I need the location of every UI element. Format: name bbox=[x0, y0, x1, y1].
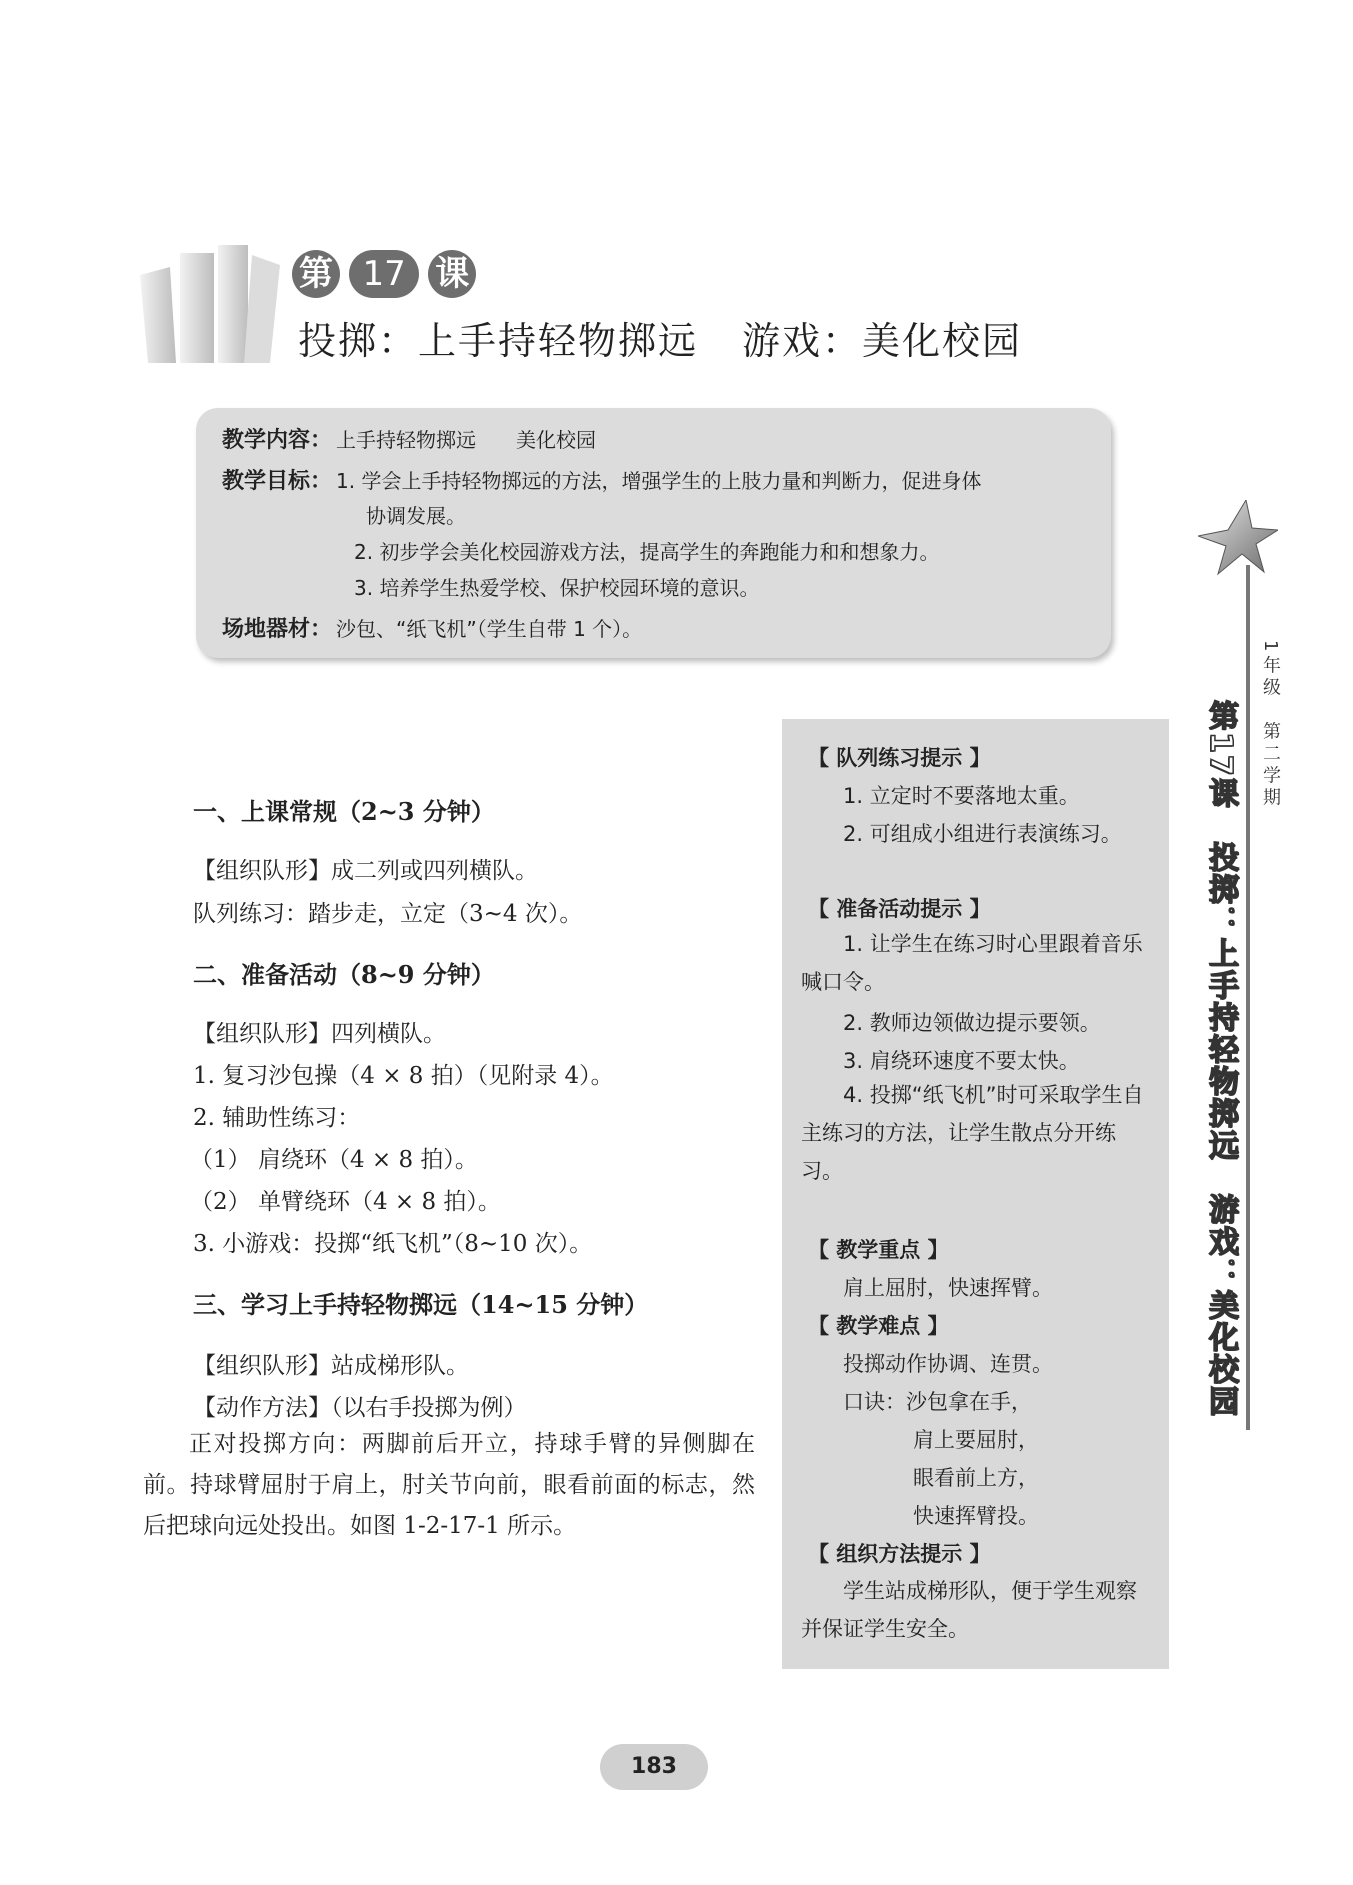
lesson-number-row bbox=[292, 250, 480, 302]
section-2-title: 二、准备活动（8~9 分钟） bbox=[193, 960, 495, 989]
lesson-number: 17 bbox=[349, 250, 419, 298]
content-value: 上手持轻物掷远 美化校园 bbox=[336, 428, 597, 452]
tip-difficulty-line-1: 投掷动作协调、连贯。 bbox=[843, 1352, 1053, 1376]
tip-difficulty-line-4: 眼看前上方， bbox=[913, 1466, 1039, 1490]
books-illustration bbox=[140, 245, 300, 365]
equipment bbox=[222, 612, 642, 643]
tip-queue-line-2: 2. 可组成小组进行表演练习。 bbox=[843, 822, 1122, 846]
tip-warmup-line-3: 3. 肩绕环速度不要太快。 bbox=[843, 1049, 1080, 1073]
section-3-line-2: 【动作方法】（以右手投掷为例） bbox=[193, 1395, 527, 1421]
goal-1b: 协调发展。 bbox=[366, 504, 466, 528]
tip-warmup-heading: 【 准备活动提示 】 bbox=[808, 897, 991, 921]
tip-organize-para: 学生站成梯形队，便于学生观察并保证学生安全。 bbox=[801, 1579, 1137, 1641]
tip-organize-heading: 【 组织方法提示 】 bbox=[808, 1542, 991, 1566]
section-2-line-1: 【组织队形】四列横队。 bbox=[193, 1021, 446, 1047]
tip-difficulty-line-5: 快速挥臂投。 bbox=[913, 1504, 1039, 1528]
tip-keypoint-line-1: 肩上屈肘，快速挥臂。 bbox=[843, 1276, 1053, 1300]
lesson-suffix: 课 bbox=[428, 250, 476, 298]
teaching-content bbox=[222, 423, 596, 454]
page-number: 183 bbox=[600, 1744, 708, 1790]
tip-difficulty-line-3: 肩上要屈肘， bbox=[913, 1428, 1039, 1452]
teaching-goals bbox=[222, 464, 981, 495]
section-2-line-3: 2. 辅助性练习： bbox=[193, 1105, 361, 1131]
section-1-line-1: 【组织队形】成二列或四列横队。 bbox=[193, 858, 538, 884]
tip-queue-heading: 【 队列练习提示 】 bbox=[808, 746, 991, 770]
star-icon bbox=[1198, 500, 1278, 578]
equip-value: 沙包、“纸飞机”（学生自带 1 个）。 bbox=[336, 617, 643, 641]
equip-label: 场地器材： bbox=[222, 617, 333, 642]
section-2-line-6: 3. 小游戏：投掷“纸飞机”（8~10 次）。 bbox=[193, 1231, 593, 1257]
tip-queue-line-1: 1. 立定时不要落地太重。 bbox=[843, 784, 1080, 808]
goal-label: 教学目标： bbox=[222, 469, 333, 494]
side-lesson-title: 第17课 投掷：上手持轻物掷远 游戏：美化校园 bbox=[1203, 700, 1238, 1418]
title-part-2: 游戏：美化校园 bbox=[742, 319, 1023, 363]
goal-1a: 1. 学会上手持轻物掷远的方法，增强学生的上肢力量和判断力，促进身体 bbox=[336, 469, 982, 493]
grade-semester-label: 1年级 第二学期 bbox=[1260, 640, 1281, 810]
section-2-line-2: 1. 复习沙包操（4 × 8 拍）（见附录 4）。 bbox=[193, 1063, 614, 1089]
tip-difficulty-line-2: 口诀：沙包拿在手， bbox=[843, 1390, 1032, 1414]
side-divider bbox=[1246, 565, 1250, 1430]
section-1-line-2: 队列练习：踏步走，立定（3~4 次）。 bbox=[193, 901, 583, 927]
page-title bbox=[298, 310, 1022, 365]
goal-2: 2. 初步学会美化校园游戏方法，提高学生的奔跑能力和和想象力。 bbox=[354, 540, 940, 564]
section-2-line-4: （1） 肩绕环（4 × 8 拍）。 bbox=[190, 1147, 478, 1173]
tip-difficulty-heading: 【 教学难点 】 bbox=[808, 1314, 949, 1338]
goal-3: 3. 培养学生热爱学校、保护校园环境的意识。 bbox=[354, 576, 760, 600]
section-3-title: 三、学习上手持轻物掷远（14~15 分钟） bbox=[193, 1290, 649, 1319]
tip-warmup-line-2: 2. 教师边领做边提示要领。 bbox=[843, 1011, 1101, 1035]
tip-warmup-para-1: 1. 让学生在练习时心里跟着音乐喊口令。 bbox=[801, 932, 1143, 994]
section-2-line-5: （2） 单臂绕环（4 × 8 拍）。 bbox=[190, 1189, 501, 1215]
content-label: 教学内容： bbox=[222, 428, 333, 453]
tip-keypoint-heading: 【 教学重点 】 bbox=[808, 1238, 949, 1262]
section-3-paragraph: 正对投掷方向：两脚前后开立，持球手臂的异侧脚在前。持球臂屈肘于肩上，肘关节向前，眼看前面的标志，然后把球向远处投出。如图 1-2-17-1 所示。 bbox=[143, 1431, 755, 1539]
section-1-title: 一、上课常规（2~3 分钟） bbox=[193, 797, 495, 826]
title-part-1: 投掷：上手持轻物掷远 bbox=[298, 319, 699, 363]
section-3-line-1: 【组织队形】站成梯形队。 bbox=[193, 1353, 469, 1379]
tip-warmup-para-4: 4. 投掷“纸飞机”时可采取学生自主练习的方法，让学生散点分开练习。 bbox=[801, 1083, 1144, 1183]
lesson-prefix: 第 bbox=[292, 250, 340, 298]
